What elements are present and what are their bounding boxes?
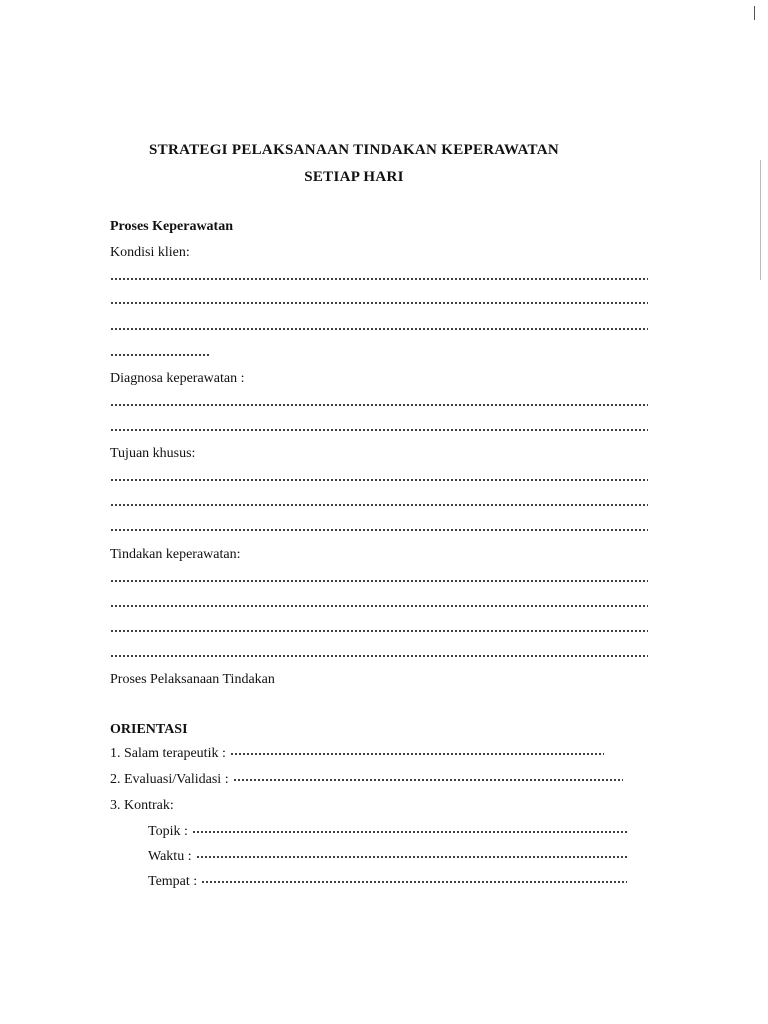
label-tindakan: Tindakan keperawatan:	[110, 547, 241, 562]
item-label: 2. Evaluasi/Validasi :	[110, 772, 229, 787]
page-edge-mark	[754, 6, 755, 20]
section-heading-orientasi: ORIENTASI	[110, 722, 188, 737]
kontrak-topik	[148, 824, 628, 840]
fill-line[interactable]	[110, 477, 648, 483]
fill-line[interactable]	[110, 603, 648, 609]
item-label: Waktu :	[148, 849, 192, 864]
fill-line[interactable]	[196, 854, 628, 860]
fill-line[interactable]	[110, 402, 648, 408]
section-heading-process: Proses Keperawatan	[110, 219, 233, 234]
page-edge-mark	[760, 160, 761, 280]
fill-line[interactable]	[110, 352, 210, 358]
orientasi-item-salam	[110, 746, 604, 762]
item-label: Tempat :	[148, 874, 198, 889]
fill-line[interactable]	[110, 276, 648, 282]
document-subtitle: SETIAP HARI	[304, 169, 404, 185]
item-label: 3. Kontrak:	[110, 798, 174, 813]
label-kondisi: Kondisi klien:	[110, 245, 190, 260]
fill-line[interactable]	[201, 879, 627, 885]
item-label: Topik :	[148, 824, 188, 839]
label-tujuan: Tujuan khusus:	[110, 446, 196, 461]
kontrak-waktu	[148, 849, 628, 865]
orientasi-item-evaluasi	[110, 772, 623, 788]
fill-line[interactable]	[192, 829, 628, 835]
kontrak-tempat	[148, 874, 627, 890]
fill-line[interactable]	[110, 527, 648, 533]
fill-line[interactable]	[110, 326, 648, 332]
fill-line[interactable]	[110, 653, 648, 659]
fill-line[interactable]	[110, 300, 648, 306]
label-diagnosa: Diagnosa keperawatan :	[110, 371, 245, 386]
document-title: STRATEGI PELAKSANAAN TINDAKAN KEPERAWATAN	[149, 142, 559, 158]
fill-line[interactable]	[233, 777, 623, 783]
fill-line[interactable]	[110, 427, 648, 433]
fill-line[interactable]	[110, 628, 648, 634]
item-label: 1. Salam terapeutik :	[110, 746, 226, 761]
label-pelaksanaan: Proses Pelaksanaan Tindakan	[110, 672, 275, 687]
fill-line[interactable]	[230, 751, 604, 757]
fill-line[interactable]	[110, 502, 648, 508]
orientasi-item-kontrak	[110, 798, 174, 814]
fill-line[interactable]	[110, 578, 648, 584]
